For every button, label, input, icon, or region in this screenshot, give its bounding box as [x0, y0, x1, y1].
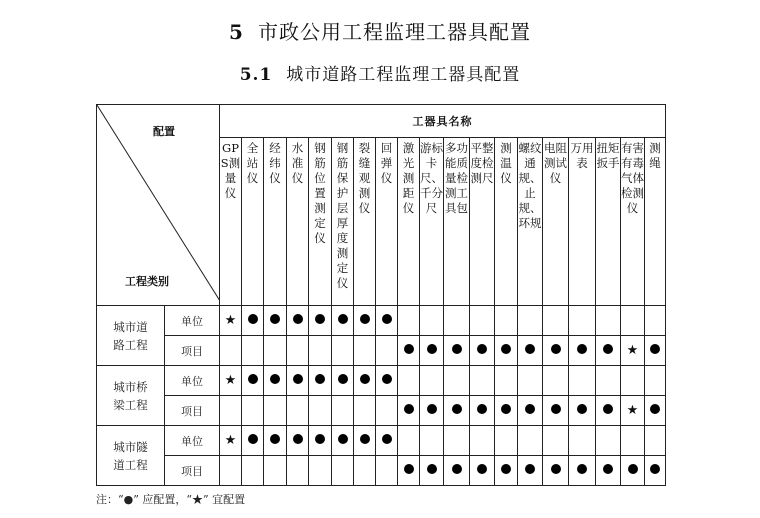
required-dot-icon — [427, 344, 437, 354]
column-header-label: 裂缝观测仪 — [358, 141, 371, 215]
required-dot-icon — [551, 404, 561, 414]
column-header — [518, 138, 543, 306]
column-header-label: 电阻测试仪 — [544, 141, 567, 185]
mark-cell — [309, 426, 332, 456]
recommended-star-icon: ★ — [626, 343, 639, 358]
column-header-label: 万用表 — [570, 141, 594, 170]
mark-cell — [495, 366, 518, 396]
mark-cell — [518, 366, 543, 396]
required-dot-icon — [338, 374, 348, 384]
mark-cell — [470, 336, 495, 366]
mark-cell — [518, 456, 543, 486]
column-header-label: 激光测距仪 — [402, 141, 415, 215]
instrument-config-table — [96, 104, 666, 486]
table-row — [97, 306, 666, 336]
recommended-star-icon: ★ — [224, 313, 237, 328]
category-name-line1: 城市道 — [113, 319, 148, 334]
mark-cell — [596, 396, 621, 426]
column-header — [398, 138, 420, 306]
column-header-label: 多功能质量检测工具包 — [445, 141, 468, 215]
mark-cell — [596, 366, 621, 396]
mark-cell — [264, 396, 287, 426]
required-dot-icon — [338, 314, 348, 324]
mark-cell — [444, 336, 470, 366]
table-row — [97, 456, 666, 486]
mark-cell — [495, 396, 518, 426]
mark-cell — [242, 366, 264, 396]
required-dot-icon — [501, 464, 511, 474]
mark-cell — [518, 336, 543, 366]
mark-cell — [569, 426, 596, 456]
mark-cell — [264, 456, 287, 486]
mark-cell — [596, 426, 621, 456]
mark-cell — [376, 396, 398, 426]
column-header-label: 钢筋保护层厚度测定仪 — [336, 141, 349, 290]
mark-cell — [444, 456, 470, 486]
required-dot-icon — [404, 404, 414, 414]
mark-cell — [420, 366, 444, 396]
column-header-label: 平整度检测尺 — [470, 141, 494, 185]
chapter-heading — [0, 16, 760, 45]
category-cell — [97, 366, 165, 426]
mark-cell — [495, 426, 518, 456]
section-heading — [0, 60, 760, 85]
category-cell — [97, 426, 165, 486]
recommended-star-icon: ★ — [224, 433, 237, 448]
mark-cell — [332, 366, 354, 396]
required-dot-icon — [525, 464, 535, 474]
mark-cell — [543, 306, 569, 336]
mark-cell — [242, 306, 264, 336]
mark-cell — [621, 366, 645, 396]
column-header-label: 全站仪 — [246, 141, 259, 185]
column-header — [287, 138, 309, 306]
mark-cell — [596, 336, 621, 366]
column-header — [332, 138, 354, 306]
level-cell: 单位 — [165, 426, 220, 456]
mark-cell — [470, 456, 495, 486]
mark-cell — [621, 396, 645, 426]
column-header — [220, 138, 242, 306]
mark-cell — [420, 336, 444, 366]
chapter-title: 市政公用工程监理工器具配置 — [257, 20, 531, 44]
mark-cell — [420, 426, 444, 456]
mark-cell — [645, 306, 666, 336]
mark-cell — [220, 336, 242, 366]
mark-cell — [398, 396, 420, 426]
mark-cell — [264, 306, 287, 336]
required-dot-icon — [501, 404, 511, 414]
mark-cell — [621, 306, 645, 336]
mark-cell — [376, 426, 398, 456]
required-dot-icon — [270, 374, 280, 384]
chapter-number: 5 — [229, 20, 244, 44]
category-name-line1: 城市桥 — [113, 379, 148, 394]
mark-cell — [645, 396, 666, 426]
mark-cell — [543, 396, 569, 426]
required-dot-icon — [650, 464, 660, 474]
column-header — [354, 138, 376, 306]
required-dot-icon — [603, 344, 613, 354]
table-row — [97, 336, 666, 366]
column-header — [621, 138, 645, 306]
required-dot-icon — [382, 374, 392, 384]
column-header — [495, 138, 518, 306]
required-dot-icon — [360, 314, 370, 324]
mark-cell — [354, 366, 376, 396]
required-dot-icon — [650, 404, 660, 414]
required-dot-icon — [427, 464, 437, 474]
mark-cell — [264, 336, 287, 366]
mark-cell — [354, 306, 376, 336]
mark-cell — [398, 366, 420, 396]
mark-cell — [220, 366, 242, 396]
category-name-line2: 路工程 — [113, 337, 148, 352]
mark-cell — [645, 366, 666, 396]
mark-cell — [376, 306, 398, 336]
required-dot-icon — [551, 464, 561, 474]
mark-cell — [569, 396, 596, 426]
mark-cell — [621, 456, 645, 486]
mark-cell — [332, 336, 354, 366]
required-dot-icon — [382, 434, 392, 444]
required-dot-icon — [293, 434, 303, 444]
mark-cell — [470, 426, 495, 456]
mark-cell — [518, 306, 543, 336]
mark-cell — [220, 426, 242, 456]
mark-cell — [220, 396, 242, 426]
required-dot-icon — [501, 344, 511, 354]
required-dot-icon — [452, 404, 462, 414]
column-header-label: GPS测量仪 — [220, 141, 241, 200]
mark-cell — [569, 366, 596, 396]
mark-cell — [569, 336, 596, 366]
required-dot-icon — [270, 314, 280, 324]
mark-cell — [354, 336, 376, 366]
mark-cell — [518, 426, 543, 456]
category-name-line2: 梁工程 — [113, 397, 148, 412]
mark-cell — [287, 456, 309, 486]
mark-cell — [645, 456, 666, 486]
required-dot-icon — [293, 314, 303, 324]
column-header-label: 游标卡尺、千分尺 — [420, 141, 443, 215]
mark-cell — [242, 456, 264, 486]
column-header — [569, 138, 596, 306]
mark-cell — [332, 456, 354, 486]
mark-cell — [470, 306, 495, 336]
mark-cell — [398, 306, 420, 336]
mark-cell — [596, 306, 621, 336]
legend-note: 注：“●” 应配置，“★” 宜配置 — [96, 493, 246, 506]
required-dot-icon — [477, 464, 487, 474]
required-dot-icon — [248, 434, 258, 444]
column-header-label: 水准仪 — [291, 141, 304, 185]
column-header-label: 测温仪 — [500, 141, 512, 185]
mark-cell — [309, 306, 332, 336]
mark-cell — [264, 366, 287, 396]
mark-cell — [287, 336, 309, 366]
mark-cell — [309, 336, 332, 366]
mark-cell — [495, 336, 518, 366]
required-dot-icon — [452, 344, 462, 354]
mark-cell — [398, 336, 420, 366]
section-number: 5.1 — [239, 65, 273, 85]
mark-cell — [495, 456, 518, 486]
table-row — [97, 396, 666, 426]
mark-cell — [332, 426, 354, 456]
mark-cell — [242, 336, 264, 366]
corner-category-label: 工程类别 — [125, 275, 169, 288]
column-header-label: 回弹仪 — [380, 141, 393, 185]
required-dot-icon — [248, 314, 258, 324]
mark-cell — [444, 306, 470, 336]
column-header — [420, 138, 444, 306]
column-header — [596, 138, 621, 306]
mark-cell — [309, 366, 332, 396]
mark-cell — [444, 396, 470, 426]
category-cell — [97, 306, 165, 366]
required-dot-icon — [577, 344, 587, 354]
tools-header: 工器具名称 — [220, 105, 666, 138]
mark-cell — [420, 396, 444, 426]
required-dot-icon — [382, 314, 392, 324]
required-dot-icon — [404, 464, 414, 474]
mark-cell — [543, 366, 569, 396]
required-dot-icon — [360, 434, 370, 444]
mark-cell — [332, 396, 354, 426]
required-dot-icon — [603, 404, 613, 414]
mark-cell — [621, 336, 645, 366]
mark-cell — [398, 426, 420, 456]
category-name-line1: 城市隧 — [113, 439, 148, 454]
required-dot-icon — [248, 374, 258, 384]
required-dot-icon — [551, 344, 561, 354]
column-header-label: 经纬仪 — [269, 141, 281, 185]
column-header-label: 测绳 — [649, 141, 661, 170]
column-header-label: 螺纹通规、止规、环规 — [518, 141, 542, 230]
column-header — [470, 138, 495, 306]
required-dot-icon — [477, 404, 487, 414]
required-dot-icon — [477, 344, 487, 354]
mark-cell — [645, 336, 666, 366]
column-header-label: 钢筋位置测定仪 — [314, 141, 326, 245]
required-dot-icon — [452, 464, 462, 474]
mark-cell — [309, 456, 332, 486]
mark-cell — [420, 306, 444, 336]
mark-cell — [596, 456, 621, 486]
mark-cell — [220, 456, 242, 486]
column-header — [242, 138, 264, 306]
required-dot-icon — [315, 314, 325, 324]
mark-cell — [543, 336, 569, 366]
mark-cell — [242, 426, 264, 456]
mark-cell — [543, 456, 569, 486]
required-dot-icon — [577, 404, 587, 414]
mark-cell — [376, 366, 398, 396]
required-dot-icon — [525, 344, 535, 354]
mark-cell — [287, 366, 309, 396]
mark-cell — [398, 456, 420, 486]
required-dot-icon — [577, 464, 587, 474]
required-dot-icon — [338, 434, 348, 444]
column-header — [543, 138, 569, 306]
mark-cell — [569, 306, 596, 336]
column-header — [444, 138, 470, 306]
mark-cell — [444, 426, 470, 456]
recommended-star-icon: ★ — [626, 403, 639, 418]
mark-cell — [470, 396, 495, 426]
level-cell: 项目 — [165, 396, 220, 426]
mark-cell — [287, 306, 309, 336]
mark-cell — [264, 426, 287, 456]
required-dot-icon — [315, 434, 325, 444]
column-header — [309, 138, 332, 306]
mark-cell — [220, 306, 242, 336]
column-header — [645, 138, 666, 306]
column-header — [376, 138, 398, 306]
level-cell: 单位 — [165, 366, 220, 396]
required-dot-icon — [270, 434, 280, 444]
mark-cell — [444, 366, 470, 396]
corner-config-label: 配置 — [153, 125, 175, 138]
mark-cell — [518, 396, 543, 426]
mark-cell — [242, 396, 264, 426]
required-dot-icon — [293, 374, 303, 384]
mark-cell — [621, 426, 645, 456]
mark-cell — [309, 396, 332, 426]
table-row — [97, 426, 666, 456]
column-header-label: 扭矩扳手 — [596, 141, 620, 170]
required-dot-icon — [650, 344, 660, 354]
required-dot-icon — [525, 404, 535, 414]
table-row — [97, 366, 666, 396]
mark-cell — [354, 456, 376, 486]
mark-cell — [543, 426, 569, 456]
mark-cell — [376, 336, 398, 366]
mark-cell — [376, 456, 398, 486]
mark-cell — [287, 396, 309, 426]
mark-cell — [645, 426, 666, 456]
column-header — [264, 138, 287, 306]
section-title: 城市道路工程监理工器具配置 — [286, 65, 521, 85]
category-name-line2: 道工程 — [113, 457, 148, 472]
required-dot-icon — [427, 404, 437, 414]
mark-cell — [495, 306, 518, 336]
mark-cell — [420, 456, 444, 486]
mark-cell — [354, 396, 376, 426]
level-cell: 项目 — [165, 336, 220, 366]
required-dot-icon — [404, 344, 414, 354]
required-dot-icon — [315, 374, 325, 384]
recommended-star-icon: ★ — [224, 373, 237, 388]
mark-cell — [470, 366, 495, 396]
mark-cell — [332, 306, 354, 336]
required-dot-icon — [628, 464, 638, 474]
required-dot-icon — [603, 464, 613, 474]
mark-cell — [569, 456, 596, 486]
table-corner-cell — [97, 105, 220, 306]
level-cell: 项目 — [165, 456, 220, 486]
required-dot-icon — [360, 374, 370, 384]
mark-cell — [287, 426, 309, 456]
column-header-label: 有害有毒气体检测仪 — [621, 141, 644, 215]
level-cell: 单位 — [165, 306, 220, 336]
mark-cell — [354, 426, 376, 456]
